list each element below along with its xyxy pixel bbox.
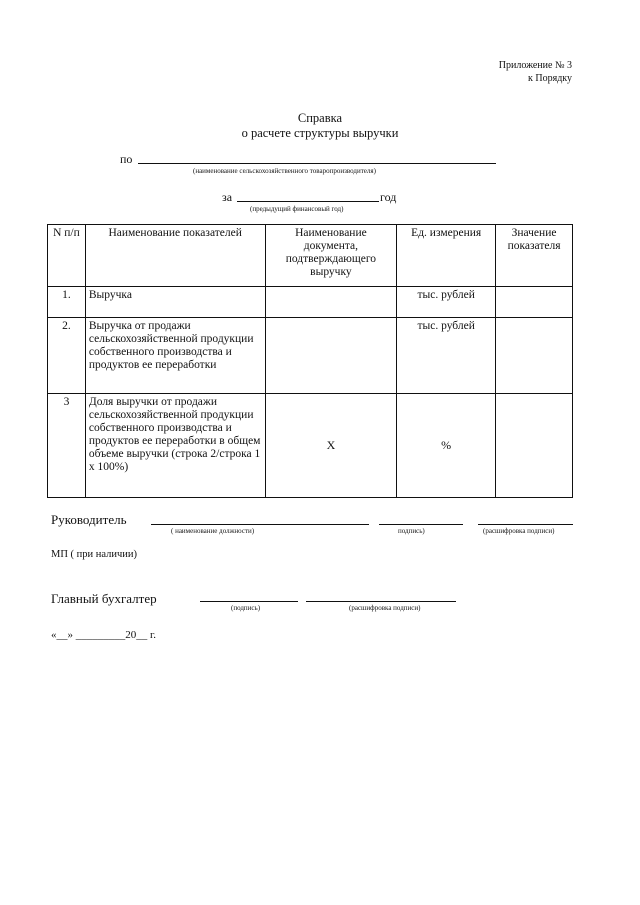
header-unit: Ед. измерения xyxy=(397,225,496,287)
row-value[interactable] xyxy=(496,287,573,318)
table-row xyxy=(48,287,573,318)
accountant-decode-hint: (расшифровка подписи) xyxy=(349,604,421,612)
header-document: Наименование документа, подтверждающего выручку xyxy=(265,225,397,287)
annex-line-1: Приложение № 3 xyxy=(498,60,572,71)
row-value[interactable] xyxy=(496,394,573,498)
row-indicator: Выручка xyxy=(85,287,265,318)
row-unit: тыс. рублей xyxy=(397,318,496,394)
head-decode-field[interactable] xyxy=(478,524,573,525)
row-document: X xyxy=(265,394,397,498)
row-document[interactable] xyxy=(265,318,397,394)
row-number: 1. xyxy=(48,287,86,318)
producer-prefix: по xyxy=(120,152,133,166)
year-hint: (предыдущий финансовый год) xyxy=(250,205,344,213)
table-row xyxy=(48,318,573,394)
producer-hint: (наименование сельскохозяйственного товаропроизводителя) xyxy=(193,167,376,175)
row-unit: % xyxy=(397,394,496,498)
row-number: 3 xyxy=(48,394,86,498)
year-suffix: год xyxy=(380,190,397,204)
head-title: Руководитель xyxy=(51,512,127,527)
year-prefix: за xyxy=(222,190,233,204)
head-position-hint: ( наименование должности) xyxy=(171,527,255,535)
document-title: Справка xyxy=(297,111,343,125)
stamp-note: МП ( при наличии) xyxy=(51,549,138,560)
table-row xyxy=(48,394,573,498)
document-subtitle: о расчете структуры выручки xyxy=(241,126,399,140)
head-signature-field[interactable] xyxy=(379,524,463,525)
accountant-decode-field[interactable] xyxy=(306,601,456,602)
header-number: N п/п xyxy=(48,225,86,287)
accountant-signature-hint: (подпись) xyxy=(231,604,261,612)
row-indicator: Доля выручки от продажи сельскохозяйственной продукции собственного производства и продуктов ее переработки в общем объеме выручки (строка 2/строка 1 х 100%) xyxy=(85,394,265,498)
head-signature-hint: подпись) xyxy=(398,527,425,535)
head-position-field[interactable] xyxy=(151,524,369,525)
revenue-structure-table xyxy=(47,224,573,498)
header-value: Значение показателя xyxy=(496,225,573,287)
row-indicator: Выручка от продажи сельскохозяйственной продукции собственного производства и продуктов ее переработки xyxy=(85,318,265,394)
date-line[interactable]: «__» _________20__ г. xyxy=(51,629,157,641)
annex-note xyxy=(499,59,572,85)
head-decode-hint: (расшифровка подписи) xyxy=(483,527,555,535)
producer-field[interactable] xyxy=(138,163,496,164)
row-document[interactable] xyxy=(265,287,397,318)
accountant-title: Главный бухгалтер xyxy=(51,591,157,606)
annex-line-2: к Порядку xyxy=(528,73,572,84)
year-field[interactable] xyxy=(237,201,379,202)
row-value[interactable] xyxy=(496,318,573,394)
accountant-signature-field[interactable] xyxy=(200,601,298,602)
row-unit: тыс. рублей xyxy=(397,287,496,318)
row-number: 2. xyxy=(48,318,86,394)
table-header-row xyxy=(48,225,573,287)
header-indicator: Наименование показателей xyxy=(85,225,265,287)
